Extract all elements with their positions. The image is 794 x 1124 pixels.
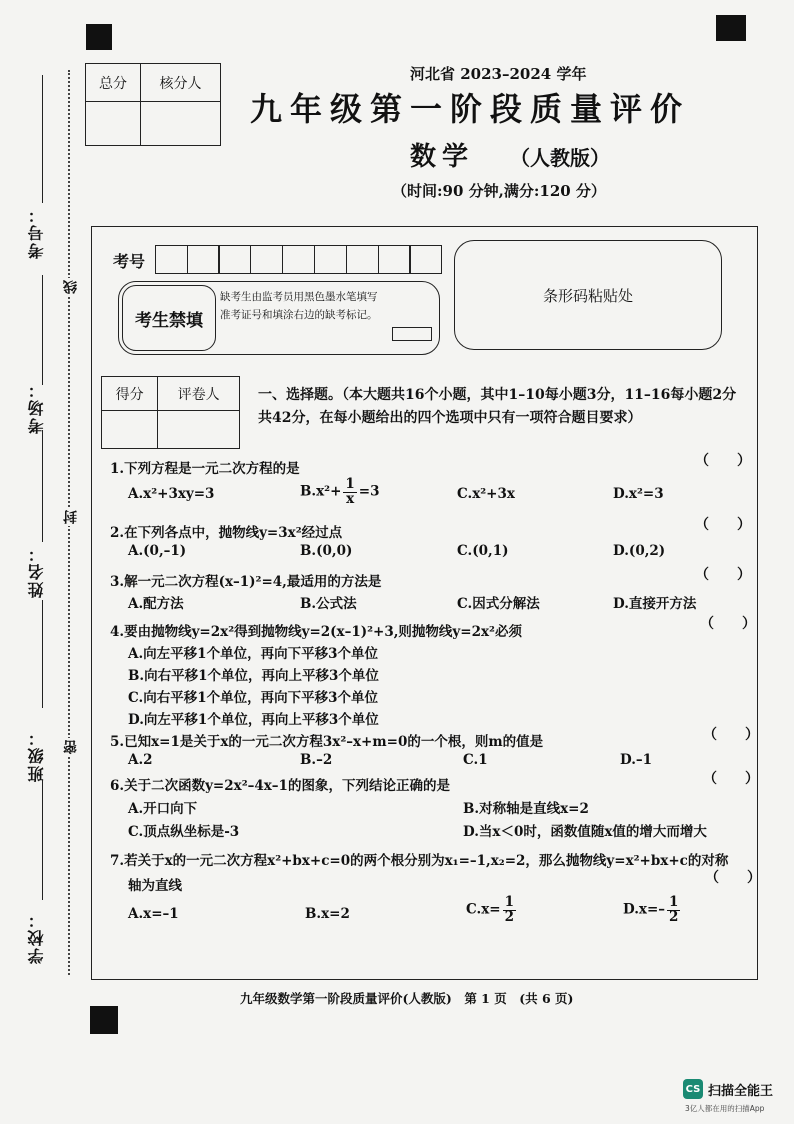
question-4-stem: 4.要由抛物线y=2x²得到抛物线y=2(x–1)²+3,则抛物线y=2x²必须 (110, 624, 522, 640)
exam-no-cells[interactable] (156, 245, 442, 274)
seal-char-secret: 密 (63, 740, 79, 754)
checker-header: 核分人 (141, 64, 221, 102)
question-7-stem-line2: 轴为直线 (128, 878, 182, 894)
question-1-stem: 1.下列方程是一元二次方程的是 (110, 461, 300, 477)
question-7-stem: 7.若关于x的一元二次方程x²+bx+c=0的两个根分别为x₁=–1,x₂=2，那么抛物线y=x²+bx+c的对称 (110, 853, 729, 869)
q6-option-a: A.开口向下 (128, 801, 198, 817)
no-fill-title: 考生禁填 (122, 285, 216, 351)
q1-option-a: A.x²+3xy=3 (128, 486, 215, 502)
q1-option-d: D.x²=3 (613, 486, 664, 502)
binding-label-class: 班级： (27, 728, 46, 782)
frac-denominator: 2 (504, 908, 514, 925)
q7-option-c-fraction (503, 896, 516, 924)
camscanner-slogan: 3亿人都在用的扫描App (685, 1104, 765, 1113)
q3-option-d: D.直接开方法 (613, 596, 697, 612)
question-5-answer[interactable]: （ ） (703, 727, 759, 743)
binding-line-school (42, 780, 43, 900)
q7-option-d (623, 896, 682, 924)
q5-option-d: D.–1 (620, 752, 653, 768)
corner-mark-top-right (716, 15, 746, 41)
time-score-info: （时间:90 分钟,满分:120 分） (392, 182, 606, 200)
question-7-answer[interactable]: （ ） (705, 870, 761, 886)
q7-option-b: B.x=2 (305, 906, 350, 922)
exam-no-label: 考号 (113, 252, 146, 271)
binding-line-examno (42, 75, 43, 203)
q1-option-b (300, 478, 380, 506)
question-2-stem: 2.在下列各点中，抛物线y=3x²经过点 (110, 525, 343, 541)
frac-denominator: x (346, 490, 355, 507)
binding-line-name (42, 430, 43, 542)
q2-option-b: B.(0,0) (300, 543, 353, 559)
q1-option-b-tail: =3 (358, 483, 380, 500)
grader-header: 评卷人 (158, 377, 240, 411)
q1-option-c: C.x²+3x (457, 486, 515, 502)
total-score-table (85, 63, 221, 146)
edition-label: （人教版） (510, 146, 610, 170)
grader-cell[interactable] (158, 411, 240, 449)
q7-option-d-fraction (667, 896, 680, 924)
q2-option-c: C.(0,1) (457, 543, 509, 559)
question-4-answer[interactable]: （ ） (700, 616, 756, 632)
total-score-cell[interactable] (86, 102, 141, 146)
camscanner-logo-icon: CS (683, 1079, 703, 1099)
corner-mark-bottom-left (90, 1006, 118, 1034)
q4-option-a: A.向左平移1个单位，再向下平移3个单位 (128, 646, 378, 662)
corner-mark-top-left (86, 24, 112, 50)
page-title: 九年级第一阶段质量评价 (250, 90, 691, 128)
q1-option-b-fraction (343, 478, 356, 506)
q1-option-b-head: B.x²+ (300, 483, 342, 500)
q3-option-b: B.公式法 (300, 596, 357, 612)
frac-numerator: 1 (504, 894, 514, 910)
q2-option-d: D.(0,2) (613, 543, 666, 559)
q3-option-c: C.因式分解法 (457, 596, 540, 612)
question-6-answer[interactable]: （ ） (703, 771, 759, 787)
frac-numerator: 1 (345, 476, 355, 492)
q6-option-c: C.顶点纵坐标是-3 (128, 824, 240, 840)
frac-numerator: 1 (669, 894, 679, 910)
q7-option-d-head: D.x=– (623, 901, 666, 918)
section-score-header: 得分 (102, 377, 158, 411)
no-fill-note: 缺考生由监考员用黑色墨水笔填写准考证号和填涂右边的缺考标记。 (220, 291, 378, 321)
q6-option-b: B.对称轴是直线x=2 (463, 801, 589, 817)
q5-option-b: B.–2 (300, 752, 333, 768)
section-score-cell[interactable] (102, 411, 158, 449)
frac-denominator: 2 (669, 908, 679, 925)
checker-cell[interactable] (141, 102, 221, 146)
province-year: 河北省 2023–2024 学年 (410, 65, 587, 83)
q4-option-c: C.向右平移1个单位，再向下平移3个单位 (128, 690, 378, 706)
binding-line-class (42, 600, 43, 708)
question-3-answer[interactable]: （ ） (695, 567, 751, 583)
q3-option-a: A.配方法 (128, 596, 184, 612)
question-2-answer[interactable]: （ ） (695, 517, 751, 533)
binding-label-examno: 考号： (27, 205, 46, 259)
subject-title: 数学 (410, 142, 475, 172)
page-footer: 九年级数学第一阶段质量评价(人教版) 第 1 页 (共 6 页) (240, 991, 574, 1006)
q6-option-d: D.当x＜0时，函数值随x值的增大而增大 (463, 824, 707, 840)
section-intro: 一、选择题。（本大题共16个小题，其中1–10每小题3分，11–16每小题2分共42分，在每小题给出的四个选项中只有一项符合题目要求） (258, 387, 737, 426)
barcode-area: 条形码粘贴处 (454, 240, 722, 350)
binding-label-name: 姓名： (27, 544, 46, 598)
q4-option-b: B.向右平移1个单位，再向上平移3个单位 (128, 668, 379, 684)
question-3-stem: 3.解一元二次方程(x–1)²=4,最适用的方法是 (110, 574, 382, 590)
seal-char-seal: 封 (63, 510, 79, 524)
seal-char-line: 线 (63, 280, 79, 294)
q5-option-a: A.2 (128, 752, 153, 768)
question-1-answer[interactable]: （ ） (695, 453, 751, 469)
section-score-table (101, 376, 240, 449)
question-5-stem: 5.已知x=1是关于x的一元二次方程3x²–x+m=0的一个根，则m的值是 (110, 734, 544, 750)
q7-option-c (466, 896, 518, 924)
q4-option-d: D.向左平移1个单位，再向上平移3个单位 (128, 712, 379, 728)
binding-line-room (42, 275, 43, 385)
q2-option-a: A.(0,–1) (128, 543, 187, 559)
q7-option-c-head: C.x= (466, 901, 501, 918)
binding-label-room: 考场： (27, 380, 46, 434)
q7-option-a: A.x=–1 (128, 906, 179, 922)
q5-option-c: C.1 (463, 752, 488, 768)
camscanner-name: 扫描全能王 (708, 1084, 774, 1099)
question-6-stem: 6.关于二次函数y=2x²–4x–1的图象，下列结论正确的是 (110, 778, 450, 794)
binding-label-school: 学校： (27, 910, 46, 964)
total-score-header: 总分 (86, 64, 141, 102)
absent-mark-box[interactable] (392, 327, 432, 341)
